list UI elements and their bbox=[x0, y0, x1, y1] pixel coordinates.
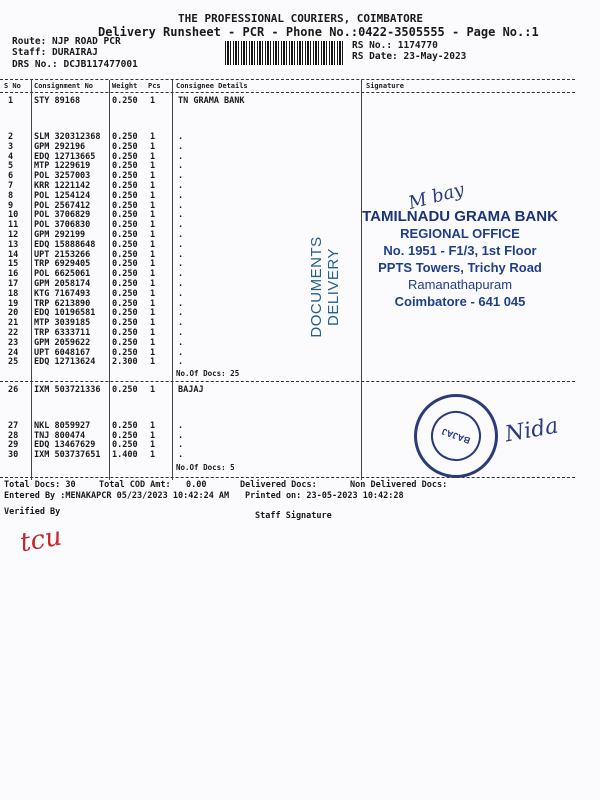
row-consignment: MTP 3039185 bbox=[34, 318, 91, 329]
row-consignment: TRP 6213890 bbox=[34, 298, 91, 309]
bank-stamp bbox=[360, 208, 560, 310]
row-pcs: 1 bbox=[150, 96, 156, 106]
row-weight: 0.250 bbox=[112, 347, 138, 358]
row-sno: 20 bbox=[8, 308, 19, 319]
row-pcs: 1 bbox=[150, 279, 156, 289]
row-weight: 0.250 bbox=[112, 385, 138, 395]
runsheet-title: Delivery Runsheet - PCR - Phone No.:0422-3505555 - Page No.:1 bbox=[98, 25, 539, 39]
row-consignment: UPT 6048167 bbox=[34, 347, 91, 358]
bank-address-3: Ramanathapuram bbox=[407, 277, 513, 292]
row-pcs: 1 bbox=[150, 239, 156, 250]
row-sno: 18 bbox=[8, 288, 19, 299]
row-pcs: 1 bbox=[150, 249, 156, 260]
row-pcs: 1 bbox=[150, 357, 156, 368]
row-consignment: KRR 1221142 bbox=[34, 181, 91, 191]
row-consignment: UPT 2153266 bbox=[34, 249, 91, 260]
row-details-placeholder: . bbox=[178, 337, 184, 348]
bank-address-1: No. 1951 - F1/3, 1st Floor bbox=[383, 243, 537, 258]
row-weight: 1.400 bbox=[112, 449, 138, 460]
row-details-placeholder: . bbox=[178, 220, 184, 231]
seal-center: BAJAJ bbox=[424, 404, 488, 468]
row-details-placeholder: . bbox=[178, 318, 184, 329]
row-pcs: 1 bbox=[150, 200, 156, 211]
documents-delivery-stamp: DOCUMENTS DELIVERY bbox=[308, 236, 342, 338]
row-pcs: 1 bbox=[150, 347, 156, 358]
row-weight: 0.250 bbox=[112, 337, 138, 348]
delivered-docs: Delivered Docs: bbox=[240, 480, 317, 490]
rs-date: RS Date: 23-May-2023 bbox=[352, 51, 467, 62]
row-weight: 0.250 bbox=[112, 171, 138, 182]
row-weight: 0.250 bbox=[112, 298, 138, 309]
row-sno: 13 bbox=[8, 239, 19, 250]
row-details-placeholder: . bbox=[178, 328, 184, 338]
row-pcs: 1 bbox=[150, 190, 156, 201]
row-details-placeholder: . bbox=[178, 288, 184, 299]
consignee-details: TN GRAMA BANK bbox=[178, 96, 245, 106]
receiver-signature: M bay bbox=[406, 179, 467, 214]
row-sno: 6 bbox=[8, 171, 14, 182]
row-details-placeholder: . bbox=[178, 347, 184, 358]
row-weight: 0.250 bbox=[112, 259, 138, 270]
verified-by: Verified By bbox=[4, 507, 61, 517]
row-details-placeholder: . bbox=[178, 440, 184, 450]
route: Route: NJP ROAD PCR bbox=[12, 36, 121, 47]
row-weight: 0.250 bbox=[112, 190, 138, 201]
row-sno: 7 bbox=[8, 181, 14, 191]
row-consignment: MTP 1229619 bbox=[34, 161, 91, 172]
row-sno: 14 bbox=[8, 249, 19, 260]
row-pcs: 1 bbox=[150, 259, 156, 270]
row-pcs: 1 bbox=[150, 269, 156, 280]
printed-on: Printed on: 23-05-2023 10:42:28 bbox=[245, 491, 404, 501]
row-sno: 1 bbox=[8, 96, 14, 106]
row-sno: 23 bbox=[8, 337, 19, 348]
row-sno: 25 bbox=[8, 357, 19, 368]
row-weight: 0.250 bbox=[112, 288, 138, 299]
col-details: Consignee Details bbox=[176, 82, 248, 90]
row-details-placeholder: . bbox=[178, 239, 184, 250]
row-consignment: IXM 503737651 bbox=[34, 449, 101, 460]
bank-address-2: PPTS Towers, Trichy Road bbox=[378, 260, 542, 275]
bank-office: REGIONAL OFFICE bbox=[400, 226, 520, 241]
row-details-placeholder: . bbox=[178, 421, 184, 431]
row-pcs: 1 bbox=[150, 220, 156, 231]
total-docs: Total Docs: 30 bbox=[4, 480, 76, 490]
row-consignment: GPM 292196 bbox=[34, 141, 86, 152]
col-sno: S No bbox=[4, 82, 21, 90]
row-details-placeholder: . bbox=[178, 132, 184, 142]
row-sno: 16 bbox=[8, 269, 19, 280]
col-pcs: Pcs bbox=[148, 82, 161, 90]
row-sno: 29 bbox=[8, 440, 19, 450]
row-weight: 0.250 bbox=[112, 308, 138, 319]
row-pcs: 1 bbox=[150, 181, 156, 191]
row-weight: 0.250 bbox=[112, 200, 138, 211]
row-sno: 21 bbox=[8, 318, 19, 329]
entered-by: Entered By :MENAKAPCR 05/23/2023 10:42:24 AM bbox=[4, 491, 230, 501]
row-details-placeholder: . bbox=[178, 430, 184, 441]
row-consignment: SLM 320312368 bbox=[34, 132, 101, 142]
row-weight: 0.250 bbox=[112, 161, 138, 172]
row-consignment: NKL 8059927 bbox=[34, 421, 91, 431]
row-sno: 30 bbox=[8, 449, 19, 460]
row-weight: 0.250 bbox=[112, 151, 138, 162]
row-consignment: TNJ 800474 bbox=[34, 430, 86, 441]
row-weight: 0.250 bbox=[112, 440, 138, 450]
row-sno: 24 bbox=[8, 347, 19, 358]
col-signature: Signature bbox=[366, 82, 404, 90]
row-pcs: 1 bbox=[150, 449, 156, 460]
row-consignment: POL 1254124 bbox=[34, 190, 91, 201]
row-pcs: 1 bbox=[150, 171, 156, 182]
row-consignment: EDQ 13467629 bbox=[34, 440, 96, 450]
row-pcs: 1 bbox=[150, 141, 156, 152]
row-details-placeholder: . bbox=[178, 200, 184, 211]
row-weight: 0.250 bbox=[112, 269, 138, 280]
total-cod-value: 0.00 bbox=[186, 480, 207, 490]
row-weight: 0.250 bbox=[112, 239, 138, 250]
row-consignment: EDQ 12713624 bbox=[34, 357, 96, 368]
row-sno: 5 bbox=[8, 161, 14, 172]
staff-signature: Staff Signature bbox=[255, 511, 332, 521]
staff: Staff: DURAIRAJ bbox=[12, 47, 98, 58]
non-delivered-docs: Non Delivered Docs: bbox=[350, 480, 448, 490]
row-details-placeholder: . bbox=[178, 230, 184, 240]
row-details-placeholder: . bbox=[178, 249, 184, 260]
row-weight: 0.250 bbox=[112, 279, 138, 289]
group-doc-count: No.Of Docs: 5 bbox=[176, 463, 235, 472]
row-sno: 22 bbox=[8, 328, 19, 338]
row-details-placeholder: . bbox=[178, 151, 184, 162]
drs-number: DRS No.: DCJB117477001 bbox=[12, 59, 138, 70]
row-pcs: 1 bbox=[150, 298, 156, 309]
row-consignment: POL 6625061 bbox=[34, 269, 91, 280]
group-doc-count: No.Of Docs: 25 bbox=[176, 369, 240, 378]
row-weight: 0.250 bbox=[112, 230, 138, 240]
row-details-placeholder: . bbox=[178, 308, 184, 319]
row-consignment: POL 3257003 bbox=[34, 171, 91, 182]
row-weight: 0.250 bbox=[112, 132, 138, 142]
row-weight: 0.250 bbox=[112, 210, 138, 221]
row-details-placeholder: . bbox=[178, 269, 184, 280]
row-sno: 26 bbox=[8, 385, 19, 395]
row-pcs: 1 bbox=[150, 318, 156, 329]
barcode bbox=[225, 41, 345, 65]
row-consignment: IXM 503721336 bbox=[34, 385, 101, 395]
row-weight: 0.250 bbox=[112, 249, 138, 260]
insurance-seal bbox=[414, 394, 498, 478]
row-details-placeholder: . bbox=[178, 279, 184, 289]
row-weight: 0.250 bbox=[112, 220, 138, 231]
row-pcs: 1 bbox=[150, 385, 156, 395]
verifier-signature: tcu bbox=[17, 521, 65, 559]
row-consignment: EDQ 12713665 bbox=[34, 151, 96, 162]
row-consignment: TRP 6929405 bbox=[34, 259, 91, 270]
row-sno: 19 bbox=[8, 298, 19, 309]
row-pcs: 1 bbox=[150, 421, 156, 431]
row-weight: 0.250 bbox=[112, 181, 138, 191]
row-consignment: POL 3706830 bbox=[34, 220, 91, 231]
row-sno: 9 bbox=[8, 200, 14, 211]
row-sno: 4 bbox=[8, 151, 14, 162]
row-consignment: GPM 2059622 bbox=[34, 337, 91, 348]
row-pcs: 1 bbox=[150, 337, 156, 348]
row-pcs: 1 bbox=[150, 161, 156, 172]
row-pcs: 1 bbox=[150, 440, 156, 450]
row-consignment: GPM 2058174 bbox=[34, 279, 91, 289]
row-sno: 12 bbox=[8, 230, 19, 240]
rs-number: RS No.: 1174770 bbox=[352, 40, 438, 51]
row-details-placeholder: . bbox=[178, 141, 184, 152]
col-consignment: Consignment No bbox=[34, 82, 94, 90]
row-consignment: TRP 6333711 bbox=[34, 328, 91, 338]
row-pcs: 1 bbox=[150, 151, 156, 162]
row-sno: 28 bbox=[8, 430, 19, 441]
row-pcs: 1 bbox=[150, 328, 156, 338]
bank-name: TAMILNADU GRAMA BANK bbox=[362, 208, 558, 225]
row-pcs: 1 bbox=[150, 132, 156, 142]
row-details-placeholder: . bbox=[178, 259, 184, 270]
row-weight: 0.250 bbox=[112, 421, 138, 431]
bank-address-4: Coimbatore - 641 045 bbox=[394, 294, 526, 309]
row-consignment: EDQ 10196581 bbox=[34, 308, 96, 319]
row-consignment: EDQ 15888648 bbox=[34, 239, 96, 250]
row-details-placeholder: . bbox=[178, 190, 184, 201]
row-sno: 8 bbox=[8, 190, 14, 201]
row-sno: 10 bbox=[8, 210, 19, 221]
row-pcs: 1 bbox=[150, 430, 156, 441]
row-consignment: KTG 7167493 bbox=[34, 288, 91, 299]
row-sno: 17 bbox=[8, 279, 19, 289]
row-details-placeholder: . bbox=[178, 171, 184, 182]
row-details-placeholder: . bbox=[178, 298, 184, 309]
row-sno: 15 bbox=[8, 259, 19, 270]
row-details-placeholder: . bbox=[178, 449, 184, 460]
row-weight: 0.250 bbox=[112, 96, 138, 106]
row-weight: 0.250 bbox=[112, 430, 138, 441]
row-consignment: GPM 292199 bbox=[34, 230, 86, 240]
row-details-placeholder: . bbox=[178, 161, 184, 172]
row-details-placeholder: . bbox=[178, 357, 184, 368]
row-pcs: 1 bbox=[150, 210, 156, 221]
bajaj-signature: Nida bbox=[503, 413, 561, 448]
row-details-placeholder: . bbox=[178, 181, 184, 191]
row-weight: 0.250 bbox=[112, 141, 138, 152]
row-pcs: 1 bbox=[150, 230, 156, 240]
row-sno: 11 bbox=[8, 220, 19, 231]
company-name: THE PROFESSIONAL COURIERS, COIMBATORE bbox=[178, 12, 424, 25]
total-cod-label: Total COD Amt: bbox=[99, 480, 171, 490]
consignee-details: BAJAJ bbox=[178, 385, 204, 395]
row-sno: 2 bbox=[8, 132, 14, 142]
col-weight: Weight bbox=[112, 82, 138, 90]
row-pcs: 1 bbox=[150, 288, 156, 299]
row-consignment: STY 89168 bbox=[34, 96, 81, 106]
row-weight: 0.250 bbox=[112, 328, 138, 338]
row-consignment: POL 2567412 bbox=[34, 200, 91, 211]
row-details-placeholder: . bbox=[178, 210, 184, 221]
row-consignment: POL 3706829 bbox=[34, 210, 91, 221]
row-weight: 0.250 bbox=[112, 318, 138, 329]
row-sno: 3 bbox=[8, 141, 14, 152]
row-pcs: 1 bbox=[150, 308, 156, 319]
row-weight: 2.300 bbox=[112, 357, 138, 368]
row-sno: 27 bbox=[8, 421, 19, 431]
